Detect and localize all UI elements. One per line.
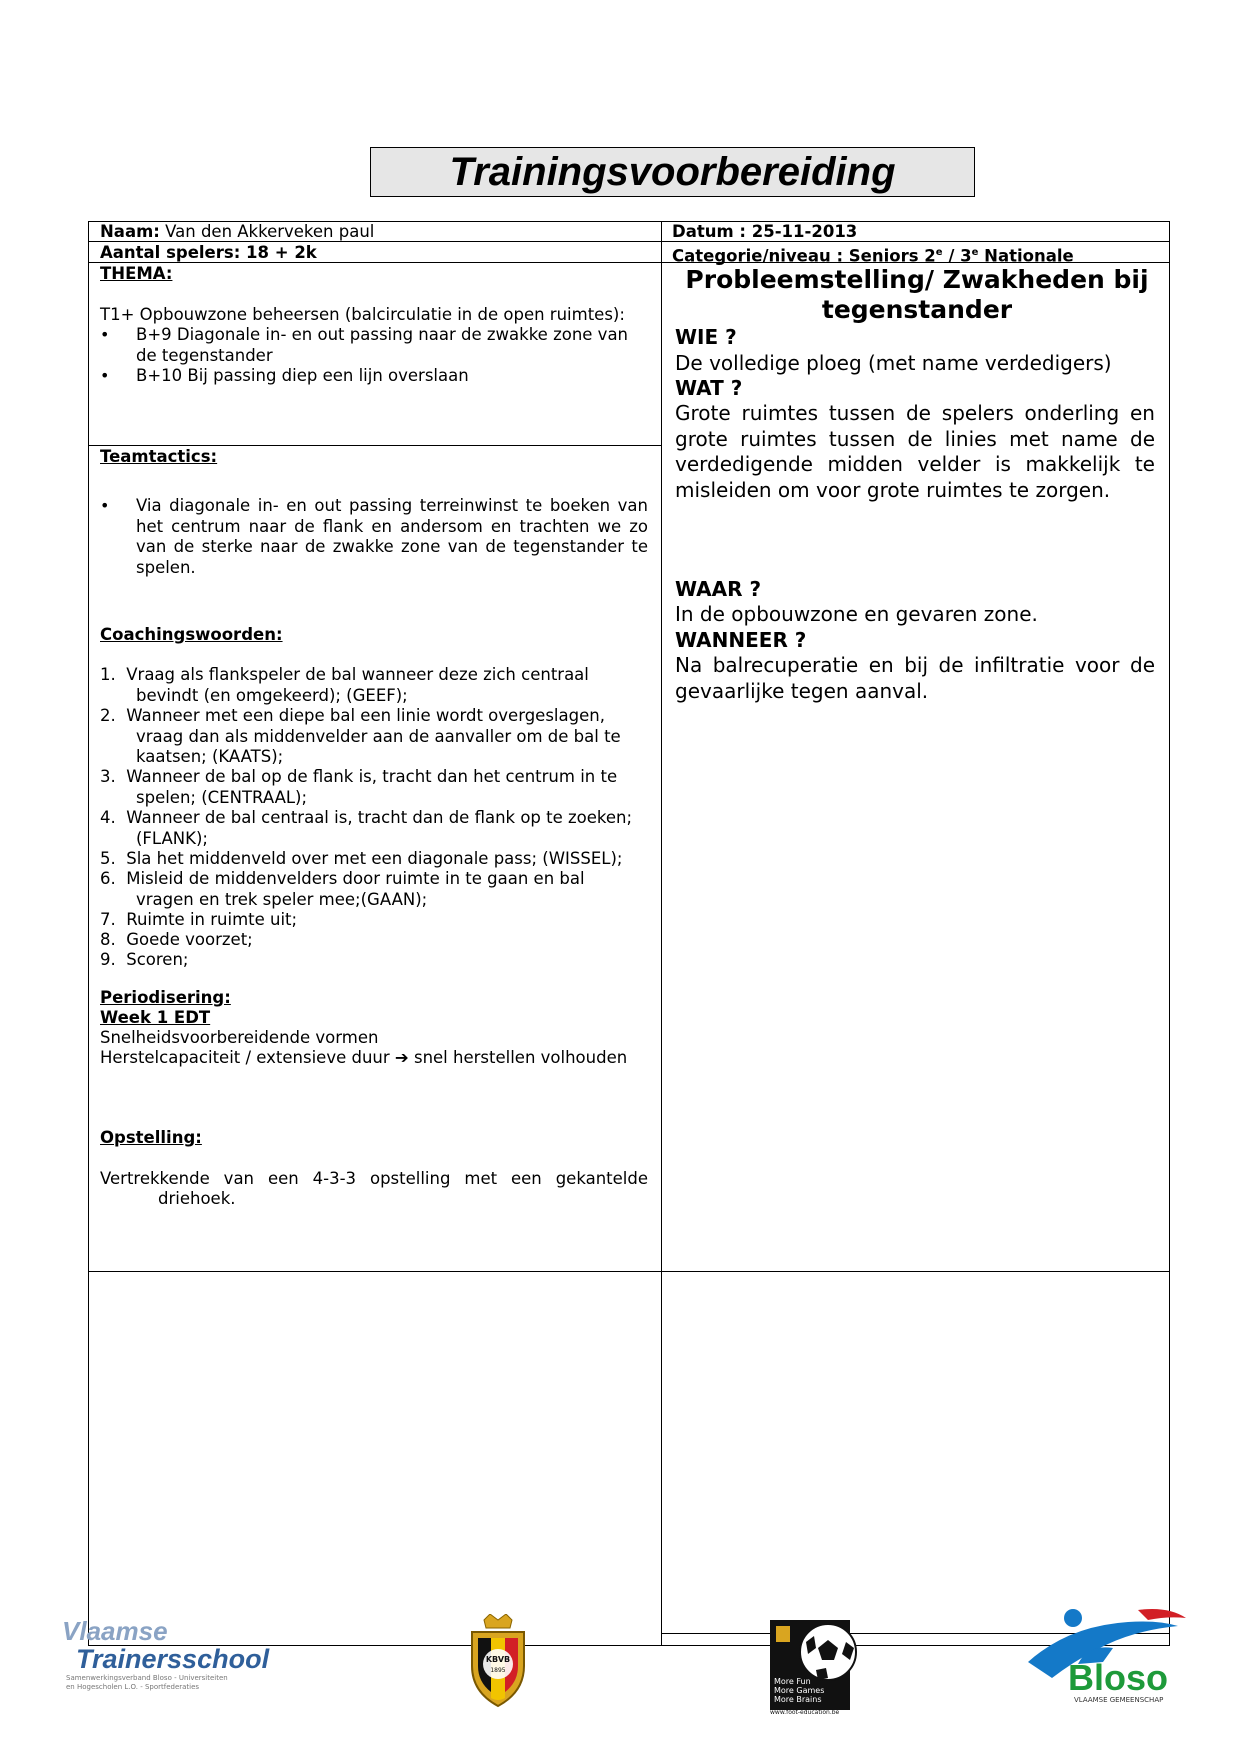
svg-text:KBVB: KBVB [485,1655,511,1664]
wie-label: WIE ? [675,325,737,349]
thema-bullet-2: B+10 Bij passing diep een lijn overslaan [136,366,469,385]
row-divider [88,445,661,446]
bullet-icon: • [100,496,110,515]
categorie-field: Categorie/niveau : Seniors 2e / 3e Nationale [672,246,1074,266]
document-title: Trainingsvoorbereiding [449,149,896,194]
datum-field: Datum : 25-11-2013 [672,222,858,241]
coaching-item-9: 9. Scoren; [100,950,189,969]
periodisering-line-2: Herstelcapaciteit / extensieve duur ➔ snel herstellen volhouden [100,1048,628,1067]
wanneer-text: Na balrecuperatie en bij de infiltratie voor de gevaarlijke tegen aanval. [675,653,1155,703]
coaching-item-8: 8. Goede voorzet; [100,930,253,949]
bullet-icon: • [100,325,110,344]
coaching-label: Coachingswoorden: [100,625,283,644]
teamtactics-bullet: Via diagonale in- en out passing terreinwinst te boeken van het centrum naar de flank en andersom en trachten we zo van de sterke naar de zwakke zone van de tegenstander te spelen. [136,496,648,577]
svg-text:More Games: More Games [774,1686,825,1695]
wanneer-label: WANNEER ? [675,628,807,652]
coaching-item-7: 7. Ruimte in ruimte uit; [100,910,298,929]
coaching-item-1: 1. Vraag als flankspeler de bal wanneer deze zich centraal bevindt (en omgekeerd); (GEEF); [100,665,589,705]
thema-bullet-1: B+9 Diagonale in- en out passing naar de zwakke zone van de tegenstander [136,325,629,365]
probleem-heading-line-2: tegenstander [821,295,1013,324]
wat-label: WAT ? [675,376,743,400]
waar-text: In de opbouwzone en gevaren zone. [675,602,1038,626]
coaching-item-2: 2. Wanneer met een diepe bal een linie wordt overgeslagen, vraag dan als middenvelder aan de aanvaller om de bal te kaatsen; (KAATS); [100,706,621,766]
bullet-icon: • [100,366,110,385]
foot-education-logo [770,1620,862,1715]
opstelling-line-2: driehoek. [158,1189,236,1208]
probleem-heading-line-1: Probleemstelling/ Zwakheden bij [685,265,1149,294]
svg-text:www.foot-education.be: www.foot-education.be [770,1709,840,1715]
vlaamse-trainersschool-logo: Vlaamse Trainersschool Samenwerkingsverband Bloso - Universiteiten en Hogescholen L.O. - Sportfederaties [62,1616,270,1691]
periodisering-line-1: Snelheidsvoorbereidende vormen [100,1028,379,1047]
svg-text:Bloso: Bloso [1068,1657,1169,1698]
coaching-item-6: 6. Misleid de middenvelders door ruimte in te gaan en bal vragen en trek speler mee;(GAAN); [100,869,585,909]
coaching-item-4: 4. Wanneer de bal centraal is, tracht dan de flank op te zoeken; (FLANK); [100,808,633,848]
row-divider [88,1271,1170,1272]
spelers-field: Aantal spelers: 18 + 2k [100,243,317,262]
svg-text:More Fun: More Fun [774,1677,811,1686]
bloso-logo [1018,1604,1193,1704]
column-divider [661,221,662,1646]
thema-intro: T1+ Opbouwzone beheersen (balcirculatie in de open ruimtes): [100,305,625,324]
thema-label: THEMA: [100,264,173,283]
naam-field: Naam: Van den Akkerveken paul [100,222,375,241]
kbvb-crest-icon [458,1614,538,1710]
wie-text: De volledige ploeg (met name verdedigers) [675,351,1112,375]
teamtactics-label: Teamtactics: [100,447,218,466]
waar-label: WAAR ? [675,577,762,601]
kbvb-crest-logo [458,1614,538,1710]
periodisering-label: Periodisering: [100,988,231,1007]
svg-text:1895: 1895 [490,1667,506,1674]
wat-text: Grote ruimtes tussen de spelers onderling en grote ruimtes tussen de linies met name de verdedigende midden velder is makkelijk te misleiden om voor grote ruimtes te zorgen. [675,401,1155,502]
svg-text:More Brains: More Brains [774,1695,822,1704]
svg-text:VLAAMSE GEMEENSCHAP: VLAAMSE GEMEENSCHAP [1074,1696,1164,1704]
coaching-item-3: 3. Wanneer de bal op de flank is, tracht dan het centrum in te spelen; (CENTRAAL); [100,767,618,807]
foot-education-icon [770,1620,862,1715]
periodisering-week: Week 1 EDT [100,1008,211,1027]
document-title-box [370,147,975,197]
opstelling-label: Opstelling: [100,1128,202,1147]
coaching-item-5: 5. Sla het middenveld over met een diagonale pass; (WISSEL); [100,849,623,868]
bloso-figure-icon [1018,1604,1193,1704]
arrow-right-icon: ➔ [394,1048,409,1067]
opstelling-line-1: Vertrekkende van een 4-3-3 opstelling met een gekantelde [100,1169,648,1188]
